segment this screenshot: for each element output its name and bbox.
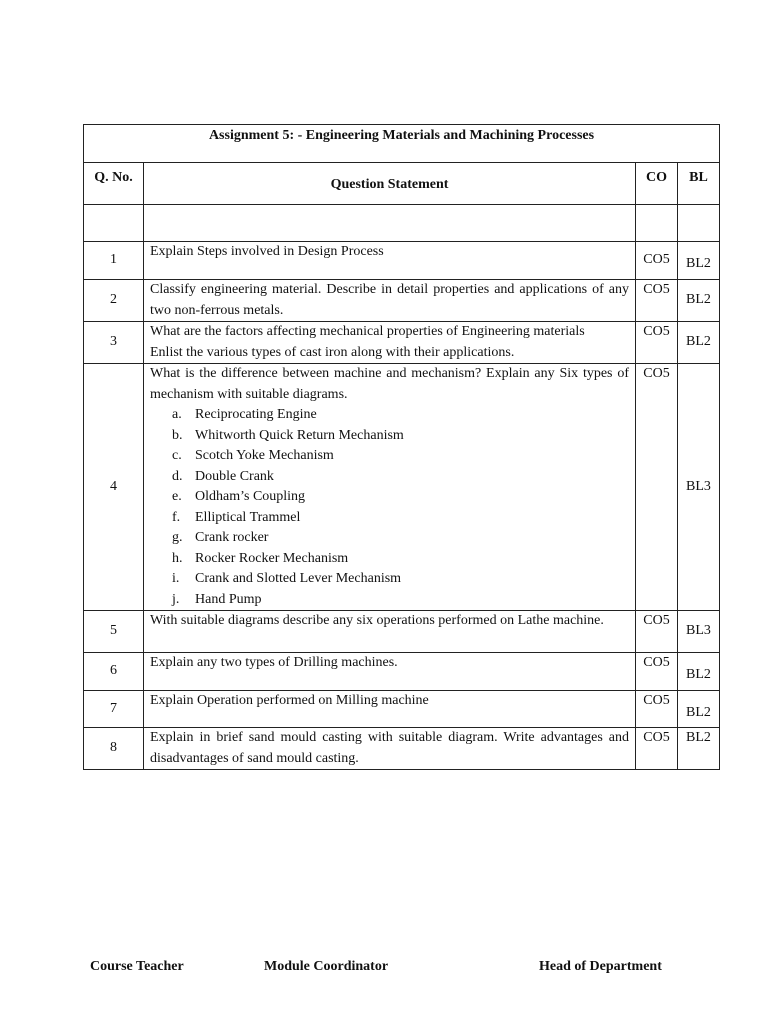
question-line: What are the factors affecting mechanical properties of Engineering materials	[150, 324, 585, 339]
list-item: g. Crank rocker	[172, 530, 269, 545]
question-number: 1	[84, 242, 144, 280]
question-number: 4	[84, 364, 144, 611]
question-number: 8	[84, 728, 144, 770]
question-co: CO5	[636, 364, 678, 611]
question-statement: With suitable diagrams describe any six operations performed on Lathe machine.	[144, 611, 636, 653]
list-item: e. Oldham’s Coupling	[172, 489, 306, 504]
module-coordinator-label: Module Coordinator	[264, 959, 389, 974]
table-row	[84, 322, 720, 364]
question-statement: Explain any two types of Drilling machines.	[144, 653, 636, 691]
list-item: b. Whitworth Quick Return Mechanism	[172, 427, 404, 443]
question-co: CO5	[636, 280, 678, 322]
question-co: CO5	[636, 728, 678, 770]
table-row	[84, 280, 720, 322]
question-bl: BL2	[678, 280, 720, 322]
question-co: CO5	[636, 691, 678, 728]
list-item: a. Reciprocating Engine	[172, 407, 317, 422]
table-row	[84, 364, 720, 611]
table-row	[84, 691, 720, 728]
question-statement: Explain Steps involved in Design Process	[144, 242, 636, 280]
question-bl: BL2	[678, 691, 720, 728]
question-co: CO5	[636, 322, 678, 364]
head-of-department-label: Head of Department	[539, 959, 662, 974]
title-row	[84, 125, 720, 163]
header-qno: Q. No.	[84, 163, 144, 205]
header-row	[84, 163, 720, 205]
question-statement: Classify engineering material. Describe in detail properties and applications of any two non-ferrous metals.	[144, 280, 636, 322]
question-number: 3	[84, 322, 144, 364]
question-co: CO5	[636, 653, 678, 691]
course-teacher-label: Course Teacher	[90, 959, 184, 974]
question-bl: BL2	[678, 322, 720, 364]
question-text: What is the difference between machine and mechanism? Explain any Six types of mechanism with suitable diagrams.	[150, 366, 629, 402]
header-co: CO	[636, 163, 678, 205]
list-item: d. Double Crank	[172, 468, 274, 484]
table-row	[84, 653, 720, 691]
question-number: 6	[84, 653, 144, 691]
table-row	[84, 611, 720, 653]
list-item: h. Rocker Rocker Mechanism	[172, 550, 349, 566]
question-line: Enlist the various types of cast iron along with their applications.	[150, 344, 515, 360]
question-statement	[144, 322, 636, 364]
question-bl: BL2	[678, 242, 720, 280]
question-statement: Explain in brief sand mould casting with suitable diagram. Write advantages and disadvantages of sand mould casting.	[144, 728, 636, 770]
question-co: CO5	[636, 611, 678, 653]
question-bl: BL3	[678, 364, 720, 611]
question-number: 2	[84, 280, 144, 322]
question-bl: BL3	[678, 611, 720, 653]
question-co: CO5	[636, 242, 678, 280]
list-item: f. Elliptical Trammel	[172, 509, 301, 525]
blank-row	[84, 205, 720, 242]
question-bl: BL2	[678, 728, 720, 770]
question-bl: BL2	[678, 653, 720, 691]
question-number: 5	[84, 611, 144, 653]
question-statement: Explain Operation performed on Milling machine	[144, 691, 636, 728]
header-bl: BL	[678, 163, 720, 205]
table-row	[84, 242, 720, 280]
header-statement: Question Statement	[144, 163, 636, 205]
assignment-title: Assignment 5: - Engineering Materials and Machining Processes	[84, 125, 720, 163]
list-item: c. Scotch Yoke Mechanism	[172, 448, 334, 463]
list-item: i. Crank and Slotted Lever Mechanism	[172, 571, 402, 586]
table-row	[84, 728, 720, 770]
list-item: j. Hand Pump	[172, 591, 262, 607]
mechanism-list	[150, 405, 629, 610]
question-number: 7	[84, 691, 144, 728]
assignment-table	[83, 124, 720, 770]
question-statement	[144, 364, 636, 611]
